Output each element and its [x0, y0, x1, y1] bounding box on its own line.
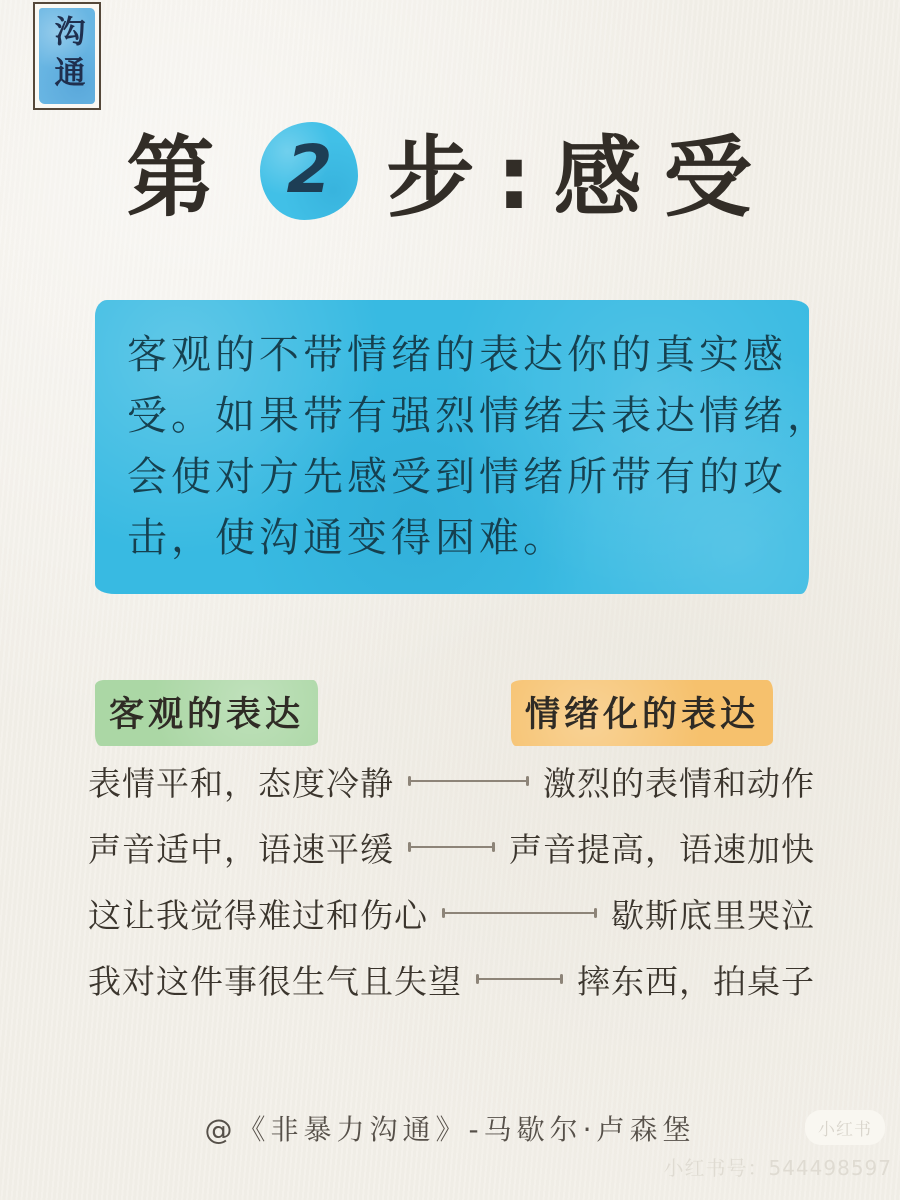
connector-line [476, 978, 563, 980]
title-suffix: 步:感受 [386, 126, 774, 229]
intro-line: 击，使沟通变得困难。 [127, 515, 567, 561]
connector-line [408, 780, 529, 782]
objective-item: 这让我觉得难过和伤心 [88, 895, 428, 935]
connector-line [442, 912, 597, 914]
corner-tag-label: 沟通 [48, 15, 85, 97]
objective-item: 声音适中，语速平缓 [88, 829, 394, 869]
objective-item: 表情平和，态度冷静 [88, 763, 394, 803]
comparison-table [88, 748, 815, 1012]
connector-line [408, 846, 495, 848]
step-number: 2 [286, 130, 333, 208]
intro-line: 客观的不带情绪的表达你的真实感 [127, 332, 787, 378]
comparison-row [88, 814, 815, 880]
objective-expression-header: 客观的表达 [95, 680, 318, 746]
corner-tag-highlight [39, 8, 95, 104]
comparison-row [88, 880, 815, 946]
comparison-row [88, 748, 815, 814]
objective-item: 我对这件事很生气且失望 [88, 961, 462, 1001]
comparison-row [88, 946, 815, 1012]
page-title [0, 108, 900, 234]
intro-highlight-block [95, 300, 831, 594]
book-attribution: @《非暴力沟通》-马歇尔·卢森堡 [204, 1113, 696, 1146]
xiaohongshu-account-watermark: 小红书号：544498597 [663, 1156, 892, 1180]
emotional-item: 声音提高，语速加快 [509, 829, 815, 869]
emotional-item: 激烈的表情和动作 [543, 763, 815, 803]
title-prefix: 第 [126, 126, 237, 229]
intro-line: 受。如果带有强烈情绪去表达情绪， [127, 393, 831, 439]
emotional-item: 歇斯底里哭泣 [611, 895, 815, 935]
intro-line: 会使对方先感受到情绪所带有的攻 [127, 454, 787, 500]
xiaohongshu-watermark-badge: 小红书 [805, 1110, 885, 1145]
emotional-item: 摔东西，拍桌子 [577, 961, 815, 1001]
emotional-expression-header: 情绪化的表达 [511, 680, 773, 746]
step-number-circle [260, 122, 358, 220]
comparison-headers [95, 680, 775, 746]
communication-corner-tag [33, 2, 101, 110]
